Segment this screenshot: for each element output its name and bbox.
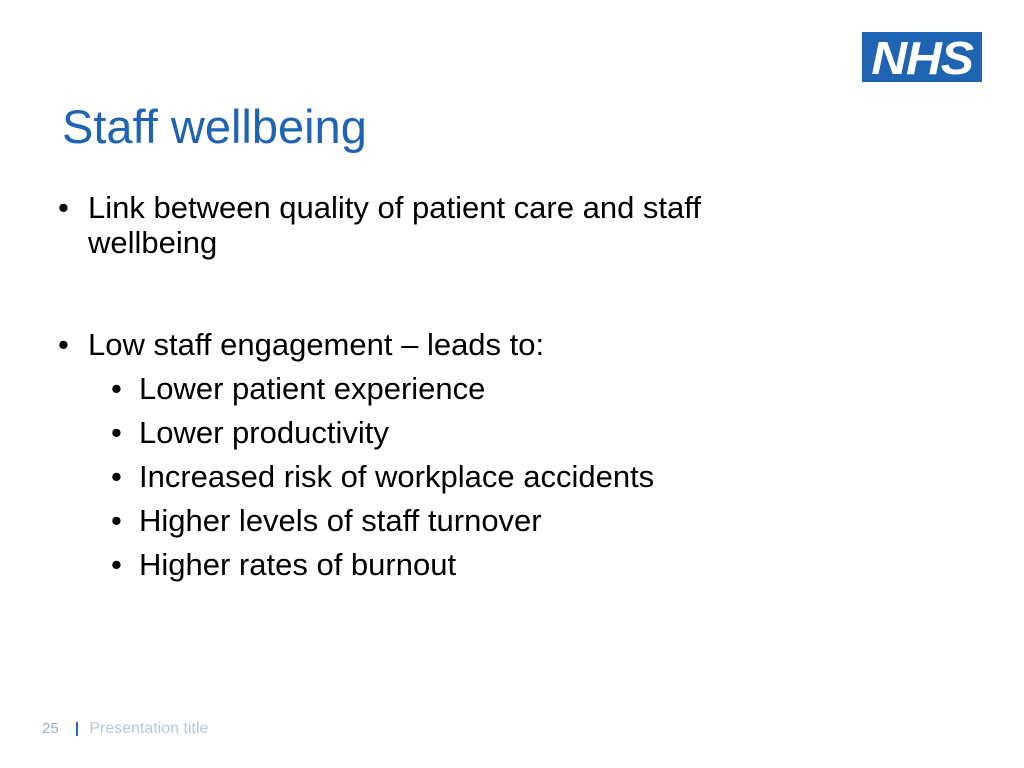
nhs-logo-text: NHS — [871, 32, 973, 82]
sub-bullet-item: • Lower patient experience — [58, 371, 818, 406]
sub-bullet-item: • Lower productivity — [58, 415, 818, 450]
slide-number: 25 — [42, 720, 59, 737]
presentation-title: Presentation title — [89, 720, 209, 737]
nhs-logo — [862, 32, 982, 82]
bullet-item: • Link between quality of patient care and staff wellbeing — [58, 190, 818, 260]
slide-footer — [42, 720, 208, 738]
slide-content — [58, 190, 818, 582]
sub-bullet-item: • Higher rates of burnout — [58, 547, 818, 582]
sub-bullet-item: • Higher levels of staff turnover — [58, 503, 818, 538]
footer-divider: | — [74, 720, 80, 737]
slide-title: Staff wellbeing — [62, 100, 367, 153]
sub-bullet-item: • Increased risk of workplace accidents — [58, 459, 818, 494]
bullet-item: • Low staff engagement – leads to: — [58, 327, 818, 362]
